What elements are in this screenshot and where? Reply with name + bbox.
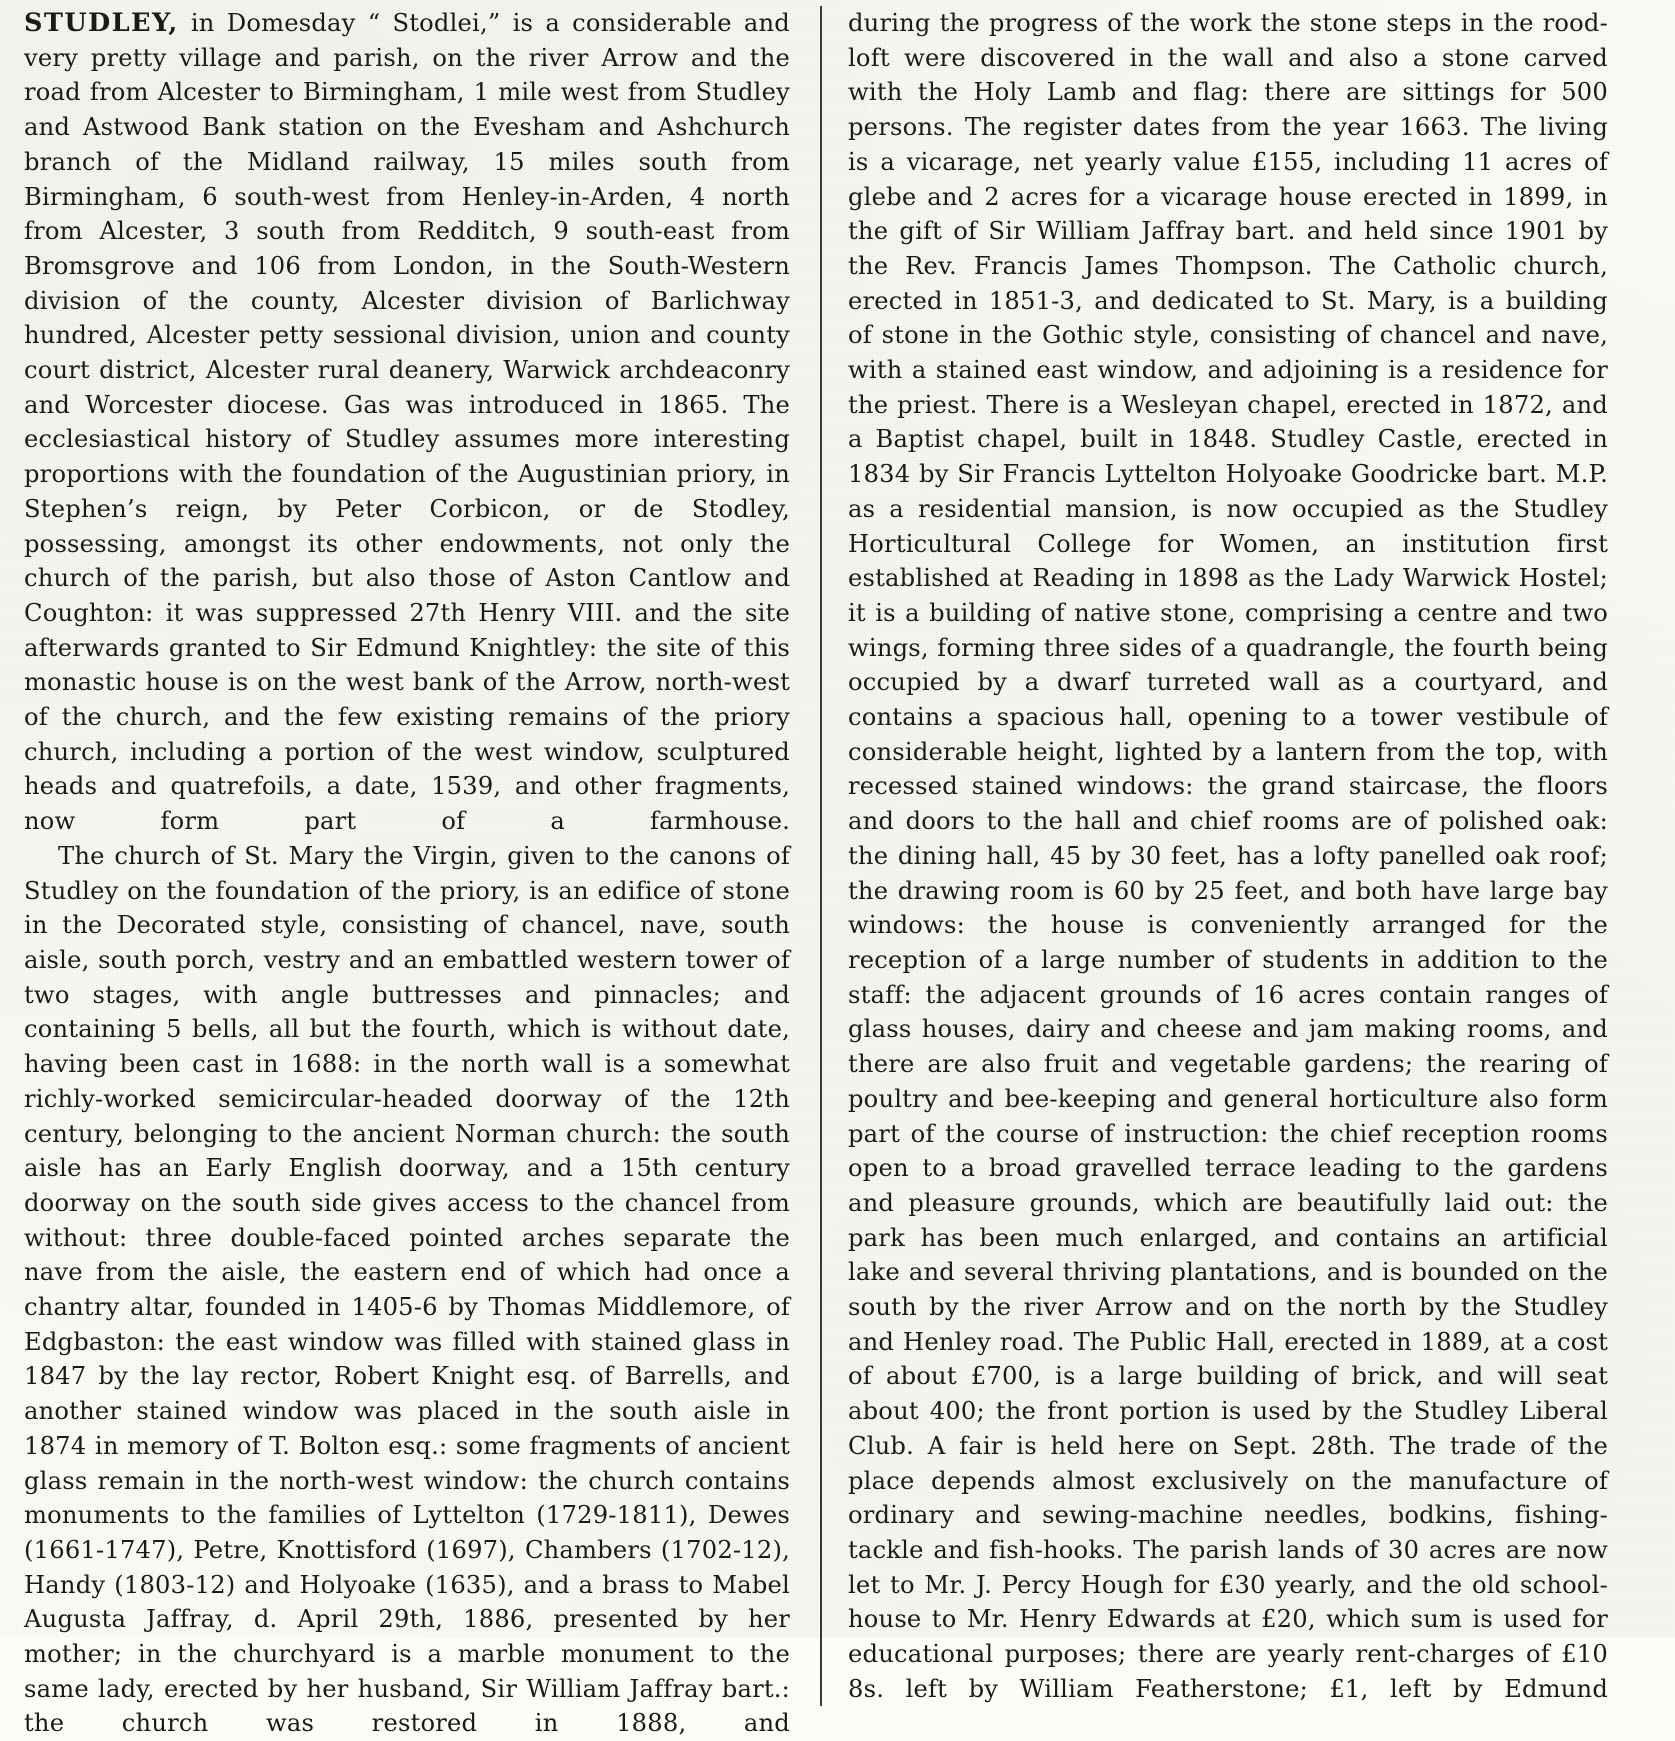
paragraph-continuation: during the progress of the work the stone steps in the rood-loft were discovered in the wall and also a stone carved with the Holy Lamb and flag: there are sittings for 500 persons. The register dates from the year 1663. The living is a vicarage, net yearly value £155, including 11 acres of glebe and 2 acres for a vicarage house erected in 1899, in the gift of Sir William Jaffray bart. and held since 1901 by the Rev. Francis James Thompson. The Catholic church, erected in 1851-3, and dedicated to St. Mary, is a building of stone in the Gothic style, consisting of chancel and nave, with a stained east window, and adjoining is a residence for the priest. There is a Wesleyan chapel, erected in 1872, and a Baptist chapel, built in 1848. Studley Castle, erected in 1834 by Sir Francis Lyttelton Holyoake Goodricke bart. M.P. as a residential mansion, is now occupied as the Studley Horticultural College for Women, an institution first established at Reading in 1898 as the Lady Warwick Hostel; it is a building of native stone, comprising a centre and two wings, forming three sides of a quadrangle, the fourth being occupied by a dwarf turreted wall as a courtyard, and contains a spacious hall, opening to a tower vestibule of considerable height, lighted by a lantern from the top, with recessed stained windows: the grand staircase, the floors and doors to the hall and chief rooms are of polished oak: the dining hall, 45 by 30 feet, has a lofty panelled oak roof; the drawing room is 60 by 25 feet, and both have large bay windows: the house is conveniently arranged for the reception of a large number of students in addition to the staff: the adjacent grounds of 16 acres contain ranges of glass houses, dairy and cheese and jam making rooms, and there are also fruit and vegetable gardens; the rearing of poultry and bee-keeping and general horticulture also form part of the course of instruction: the chief reception rooms open to a broad gravelled terrace leading to the gardens and pleasure grounds, which are beautifully laid out: the park has been much enlarged, and contains an artificial lake and several thriving plantations, and is bounded on the south by the river Arrow and on the north by the Studley and Henley road. The Public Hall, erected in 1889, at a cost of about £700, is a large building of brick, and will seat about 400; the front portion is used by the Studley Liberal Club. A fair is held here on Sept. 28th. The trade of the place depends almost exclusively on the manufacture of ordinary and sewing-machine needles, bodkins, fishing-tackle and fish-hooks. The parish lands of 30 acres are now let to Mr. J. Percy Hough for £30 yearly, and the old school-house to Mr. Henry Edwards at £20, which sum is used for educational purposes; there are yearly rent-charges of £10 8s. left by William Featherstone; £1, left by Edmund: [848, 9, 1608, 1703]
paragraph-church-st-mary: The church of St. Mary the Virgin, given to the canons of Studley on the foundation of the priory, is an edifice of stone in the Decorated style, consisting of chancel, nave, south aisle, south porch, vestry and an embattled western tower of two stages, with angle buttresses and pinnacles; and containing 5 bells, all but the fourth, which is without date, having been cast in 1688: in the north wall is a somewhat richly-worked semicircular-headed doorway of the 12th century, belonging to the ancient Norman church: the south aisle has an Early English doorway, and a 15th century doorway on the south side gives access to the chancel from without: three double-faced pointed arches separate the nave from the aisle, the eastern end of which had once a chantry altar, founded in 1405-6 by Thomas Middlemore, of Edgbaston: the east window was filled with stained glass in 1847 by the lay rector, Robert Knight esq. of Barrells, and another stained window was placed in the south aisle in 1874 in memory of T. Bolton esq.: some fragments of ancient glass remain in the north-west window: the church contains monuments to the families of Lyttelton (1729-1811), Dewes (1661-1747), Petre, Knottisford (1697), Chambers (1702-12), Handy (1803-12) and Holyoake (1635), and a brass to Mabel Augusta Jaffray, d. April 29th, 1886, presented by her mother; in the churchyard is a marble monument to the same lady, erected by her husband, Sir William Jaffray bart.: the church was restored in 1888, and: [24, 841, 790, 1738]
right-column: [820, 6, 1608, 1706]
paragraph-studley-village: [24, 6, 790, 839]
two-column-layout: [24, 6, 1661, 1738]
left-column: [24, 6, 812, 1741]
paragraph-studley-village-text: in Domesday “ Stodlei,” is a considerable and very pretty village and parish, on the river Arrow and the road from Alcester to Birmingham, 1 mile west from Studley and Astwood Bank station on the Evesham and Ashchurch branch of the Midland railway, 15 miles south from Birmingham, 6 south-west from Henley-in-Arden, 4 north from Alcester, 3 south from Redditch, 9 south-east from Bromsgrove and 106 from London, in the South-Western division of the county, Alcester division of Barlichway hundred, Alcester petty sessional division, union and county court district, Alcester rural deanery, Warwick archdeaconry and Worcester diocese. Gas was introduced in 1865. The ecclesiastical history of Studley assumes more interesting proportions with the foundation of the Augustinian priory, in Stephen’s reign, by Peter Corbicon, or de Stodley, possessing, amongst its other endowments, not only the church of the parish, but also those of Aston Cantlow and Coughton: it was suppressed 27th Henry VIII. and the site afterwards granted to Sir Edmund Knightley: the site of this monastic house is on the west bank of the Arrow, north-west of the church, and the few existing remains of the priory church, including a portion of the west window, sculptured heads and quatrefoils, a date, 1539, and other fragments, now form part of a farmhouse.: [24, 9, 790, 836]
entry-name: STUDLEY,: [24, 8, 179, 38]
